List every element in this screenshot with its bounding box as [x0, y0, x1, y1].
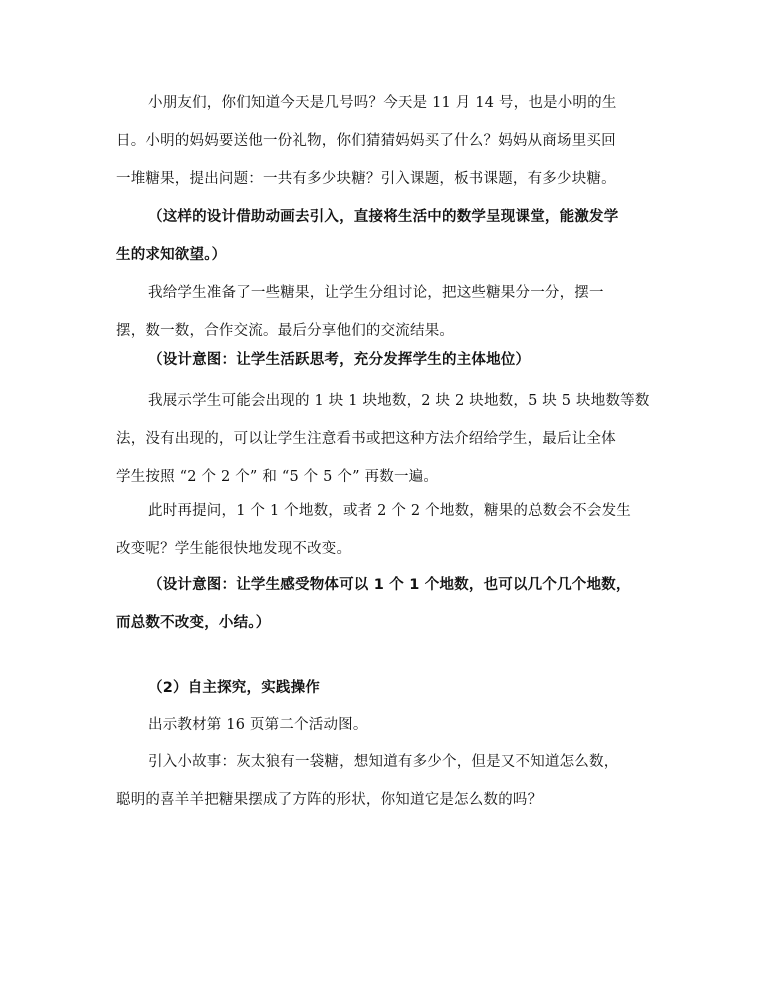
text-line: （2）自主探究，实践操作	[148, 680, 320, 696]
text-line: 生的求知欲望。）	[116, 247, 227, 263]
paragraph-design-intent-1	[0, 341, 770, 379]
paragraph-design-note-1	[0, 198, 770, 274]
paragraph-counting-methods	[0, 382, 770, 496]
text-line: 改变呢？学生能很快地发现不改变。	[116, 541, 352, 557]
text-line: （这样的设计借助动画去引入，直接将生活中的数学呈现课堂，能激发学	[148, 209, 619, 225]
paragraph-group-activity	[0, 274, 770, 350]
text-line: 摆，数一数，合作交流。最后分享他们的交流结果。	[116, 323, 455, 339]
text-line: 小朋友们，你们知道今天是几号吗？今天是 11 月 14 号，也是小明的生	[148, 95, 617, 111]
paragraph-design-intent-2	[0, 566, 770, 642]
text-line: 聪明的喜羊羊把糖果摆成了方阵的形状，你知道它是怎么数的吗？	[116, 792, 543, 808]
text-line: 引入小故事：灰太狼有一袋糖，想知道有多少个，但是又不知道怎么数，	[148, 754, 619, 770]
text-line: （设计意图：让学生活跃思考，充分发挥学生的主体地位）	[148, 352, 531, 368]
text-line: 出示教材第 16 页第二个活动图。	[148, 717, 368, 733]
text-line: 我给学生准备了一些糖果，让学生分组讨论，把这些糖果分一分，摆一	[148, 285, 604, 301]
paragraph-story	[0, 743, 770, 819]
text-line: 而总数不改变，小结。）	[116, 615, 271, 631]
text-line: 一堆糖果，提出问题：一共有多少块糖？引入课题，板书课题，有多少块糖。	[116, 171, 616, 187]
text-line: 此时再提问，1 个 1 个地数，或者 2 个 2 个地数，糖果的总数会不会发生	[148, 503, 631, 519]
paragraph-intro-story	[0, 84, 770, 198]
section-heading	[0, 669, 770, 707]
text-line: 法，没有出现的，可以让学生注意看书或把这种方法介绍给学生，最后让全体	[116, 431, 616, 447]
paragraph-follow-up-question	[0, 492, 770, 568]
text-line: 我展示学生可能会出现的 1 块 1 块地数，2 块 2 块地数，5 块 5 块地数等数	[148, 393, 650, 409]
text-line: 日。小明的妈妈要送他一份礼物，你们猜猜妈妈买了什么？妈妈从商场里买回	[116, 133, 616, 149]
text-line: 学生按照 “2 个 2 个” 和 “5 个 5 个” 再数一遍。	[116, 469, 439, 485]
paragraph-textbook-reference	[0, 706, 770, 744]
text-line: （设计意图：让学生感受物体可以 1 个 1 个地数，也可以几个几个地数，	[148, 577, 631, 593]
